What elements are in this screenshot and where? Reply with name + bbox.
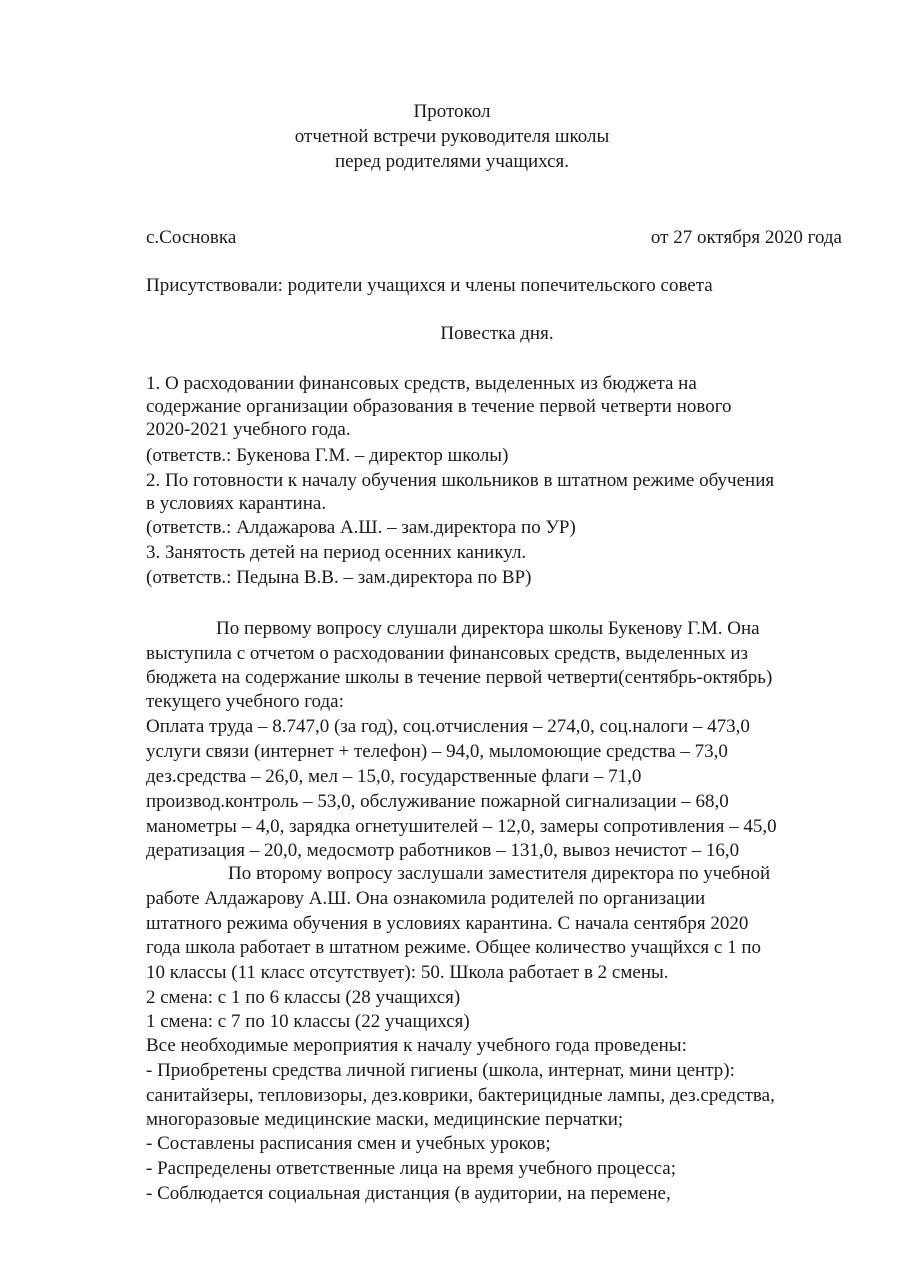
agenda-line: (ответств.: Алдажарова А.Ш. – зам.директора по УР) [146, 517, 576, 538]
section2-line: Все необходимые мероприятия к началу учебного года проведены: [146, 1035, 687, 1056]
section2-line: штатного режима обучения в условиях карантина. С начала сентября 2020 [146, 913, 749, 934]
place: с.Сосновка [146, 227, 237, 248]
section2-line: многоразовые медицинские маски, медицинские перчатки; [146, 1109, 624, 1130]
agenda-line: содержание организации образования в течение первой четверти нового [146, 396, 732, 417]
agenda-heading: Повестка дня. [440, 323, 554, 344]
agenda-line: 2. По готовности к началу обучения школьников в штатном режиме обучения [146, 470, 775, 491]
section2-line: 1 смена: с 7 по 10 классы (22 учащихся) [146, 1011, 470, 1032]
section1-line: дез.средства – 26,0, мел – 15,0, государственные флаги – 71,0 [146, 766, 642, 787]
attendance: Присутствовали: родители учащихся и члены попечительского совета [146, 275, 713, 296]
agenda-line: (ответств.: Букенова Г.М. – директор школы) [146, 445, 509, 466]
section2-line: - Распределены ответственные лица на время учебного процесса; [146, 1158, 676, 1179]
section1-line: производ.контроль – 53,0, обслуживание пожарной сигнализации – 68,0 [146, 791, 729, 812]
section2-line: санитайзеры, тепловизоры, дез.коврики, бактерицидные лампы, дез.средства, [146, 1085, 775, 1106]
section2-line: - Составлены расписания смен и учебных уроков; [146, 1133, 551, 1154]
section2-line: 2 смена: с 1 по 6 классы (28 учащихся) [146, 987, 461, 1008]
agenda-line: 1. О расходовании финансовых средств, выделенных из бюджета на [146, 373, 697, 394]
section2-line: - Приобретены средства личной гигиены (школа, интернат, мини центр): [146, 1060, 735, 1081]
section1-line: услуги связи (интернет + телефон) – 94,0, мыломоющие средства – 73,0 [146, 741, 728, 762]
date: от 27 октября 2020 года [650, 227, 842, 248]
agenda-line: в условиях карантина. [146, 493, 327, 514]
section2-line: года школа работает в штатном режиме. Общее количество учащйхся с 1 по [146, 937, 761, 958]
section2-line: 10 классы (11 класс отсутствует): 50. Школа работает в 2 смены. [146, 962, 669, 983]
section1-line: бюджета на содержание школы в течение первой четверти(сентябрь-октябрь) [146, 667, 773, 688]
section2-line: работе Алдажарову А.Ш. Она ознакомила родителей по организации [146, 888, 706, 909]
section1-line: Оплата труда – 8.747,0 (за год), соц.отчисления – 274,0, соц.налоги – 473,0 [146, 716, 750, 737]
section1-line: текущего учебного года: [146, 691, 344, 712]
title-line-2: отчетной встречи руководителя школы [294, 126, 610, 147]
section1-line: манометры – 4,0, зарядка огнетушителей – 12,0, замеры сопротивления – 45,0 [146, 816, 777, 837]
title-line-1: Протокол [413, 101, 491, 122]
title-line-3: перед родителями учащихся. [334, 151, 570, 172]
agenda-line: 2020-2021 учебного года. [146, 419, 351, 440]
agenda-line: (ответств.: Педына В.В. – зам.директора по ВР) [146, 567, 532, 588]
section2-line: По второму вопросу заслушали заместителя директора по учебной [228, 863, 771, 884]
agenda-line: 3. Занятость детей на период осенних каникул. [146, 542, 527, 563]
section1-line: По первому вопросу слушали директора школы Букенову Г.М. Она [216, 618, 760, 639]
section2-line: - Соблюдается социальная дистанция (в аудитории, на перемене, [146, 1183, 671, 1204]
section1-line: дератизация – 20,0, медосмотр работников – 131,0, вывоз нечистот – 16,0 [146, 840, 740, 861]
section1-line: выступила с отчетом о расходовании финансовых средств, выделенных из [146, 643, 749, 664]
